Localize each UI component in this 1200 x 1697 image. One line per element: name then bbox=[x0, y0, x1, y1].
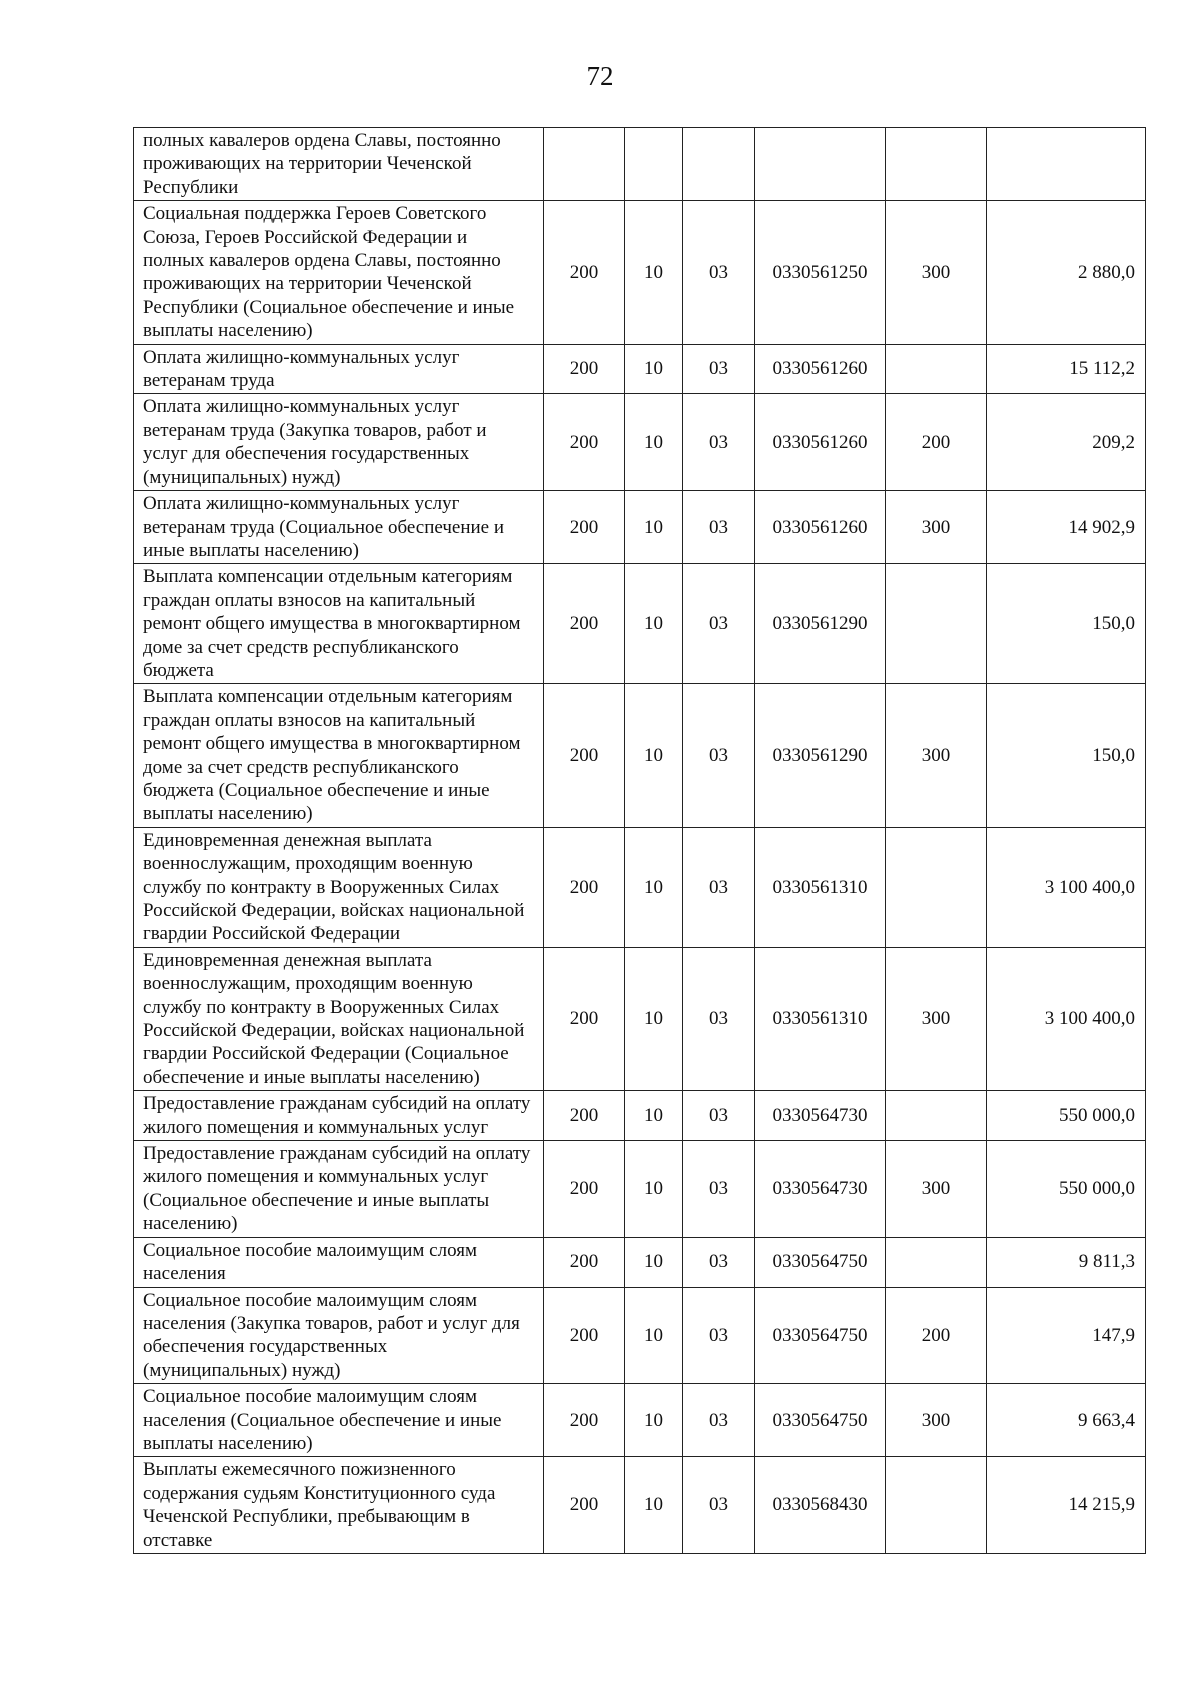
cell-section: 10 bbox=[625, 1384, 683, 1457]
cell-description: Единовременная денежная выплата военнослужащим, проходящим военную службу по контракту в Вооруженных Силах Российской Федерации, войсках национальной гвардии Российской Федерации bbox=[134, 827, 544, 947]
cell-target-article: 0330564750 bbox=[755, 1384, 886, 1457]
cell-subsection: 03 bbox=[683, 1457, 755, 1554]
table-row bbox=[134, 684, 1146, 827]
cell-section: 10 bbox=[625, 1457, 683, 1554]
cell-description: Выплаты ежемесячного пожизненного содержания судьям Конституционного суда Чеченской Республики, пребывающим в отставке bbox=[134, 1457, 544, 1554]
table-row bbox=[134, 1237, 1146, 1287]
cell-subsection: 03 bbox=[683, 1237, 755, 1287]
cell-ministry-code: 200 bbox=[544, 684, 625, 827]
cell-target-article: 0330561260 bbox=[755, 491, 886, 564]
cell-amount bbox=[987, 128, 1146, 201]
table-row bbox=[134, 1141, 1146, 1238]
cell-expense-type bbox=[886, 128, 987, 201]
cell-expense-type: 300 bbox=[886, 947, 987, 1090]
cell-expense-type bbox=[886, 1091, 987, 1141]
table-row bbox=[134, 394, 1146, 491]
cell-description: Социальная поддержка Героев Советского Союза, Героев Российской Федерации и полных кавалеров ордена Славы, постоянно проживающих на территории Чеченской Республики (Социальное обеспечение и иные выплаты населению) bbox=[134, 201, 544, 344]
cell-subsection: 03 bbox=[683, 1384, 755, 1457]
cell-target-article: 0330561260 bbox=[755, 394, 886, 491]
cell-description: Социальное пособие малоимущим слоям населения (Социальное обеспечение и иные выплаты населению) bbox=[134, 1384, 544, 1457]
cell-ministry-code: 200 bbox=[544, 491, 625, 564]
cell-ministry-code: 200 bbox=[544, 1091, 625, 1141]
cell-target-article: 0330561260 bbox=[755, 344, 886, 394]
table-row bbox=[134, 1287, 1146, 1384]
cell-subsection: 03 bbox=[683, 491, 755, 564]
cell-description: Предоставление гражданам субсидий на оплату жилого помещения и коммунальных услуг (Социальное обеспечение и иные выплаты населению) bbox=[134, 1141, 544, 1238]
cell-target-article: 0330561290 bbox=[755, 684, 886, 827]
budget-table bbox=[133, 127, 1146, 1554]
cell-subsection: 03 bbox=[683, 1287, 755, 1384]
cell-amount: 209,2 bbox=[987, 394, 1146, 491]
cell-ministry-code: 200 bbox=[544, 344, 625, 394]
cell-subsection: 03 bbox=[683, 827, 755, 947]
table-row bbox=[134, 491, 1146, 564]
cell-section: 10 bbox=[625, 827, 683, 947]
cell-section: 10 bbox=[625, 1237, 683, 1287]
cell-amount: 3 100 400,0 bbox=[987, 947, 1146, 1090]
cell-description: Социальное пособие малоимущим слоям населения (Закупка товаров, работ и услуг для обеспечения государственных (муниципальных) нужд) bbox=[134, 1287, 544, 1384]
cell-amount: 550 000,0 bbox=[987, 1141, 1146, 1238]
cell-expense-type bbox=[886, 564, 987, 684]
cell-expense-type: 200 bbox=[886, 1287, 987, 1384]
cell-description: Предоставление гражданам субсидий на оплату жилого помещения и коммунальных услуг bbox=[134, 1091, 544, 1141]
table-row bbox=[134, 827, 1146, 947]
cell-target-article: 0330561250 bbox=[755, 201, 886, 344]
cell-amount: 150,0 bbox=[987, 684, 1146, 827]
cell-expense-type: 300 bbox=[886, 684, 987, 827]
cell-subsection bbox=[683, 128, 755, 201]
cell-ministry-code: 200 bbox=[544, 1237, 625, 1287]
cell-target-article: 0330564750 bbox=[755, 1287, 886, 1384]
cell-section: 10 bbox=[625, 394, 683, 491]
cell-expense-type: 300 bbox=[886, 1384, 987, 1457]
table-row bbox=[134, 1384, 1146, 1457]
cell-target-article: 0330568430 bbox=[755, 1457, 886, 1554]
page-number: 72 bbox=[586, 61, 614, 91]
cell-expense-type bbox=[886, 827, 987, 947]
table-row bbox=[134, 1091, 1146, 1141]
cell-target-article: 0330561310 bbox=[755, 827, 886, 947]
cell-section: 10 bbox=[625, 1091, 683, 1141]
cell-amount: 14 902,9 bbox=[987, 491, 1146, 564]
cell-description: Оплата жилищно-коммунальных услуг ветеранам труда (Закупка товаров, работ и услуг для обеспечения государственных (муниципальных) нужд) bbox=[134, 394, 544, 491]
cell-expense-type: 300 bbox=[886, 1141, 987, 1238]
table-row bbox=[134, 947, 1146, 1090]
cell-section: 10 bbox=[625, 344, 683, 394]
cell-description: Социальное пособие малоимущим слоям населения bbox=[134, 1237, 544, 1287]
cell-section: 10 bbox=[625, 684, 683, 827]
cell-amount: 147,9 bbox=[987, 1287, 1146, 1384]
cell-ministry-code: 200 bbox=[544, 1287, 625, 1384]
cell-subsection: 03 bbox=[683, 1141, 755, 1238]
cell-target-article: 0330564730 bbox=[755, 1091, 886, 1141]
cell-target-article: 0330564730 bbox=[755, 1141, 886, 1238]
cell-ministry-code: 200 bbox=[544, 201, 625, 344]
cell-section bbox=[625, 128, 683, 201]
cell-expense-type bbox=[886, 1237, 987, 1287]
cell-subsection: 03 bbox=[683, 564, 755, 684]
table-row bbox=[134, 201, 1146, 344]
cell-subsection: 03 bbox=[683, 201, 755, 344]
cell-section: 10 bbox=[625, 1287, 683, 1384]
cell-description: Выплата компенсации отдельным категориям граждан оплаты взносов на капитальный ремонт общего имущества в многоквартирном доме за счет средств республиканского бюджета (Социальное обеспечение и иные выплаты населению) bbox=[134, 684, 544, 827]
cell-expense-type: 300 bbox=[886, 491, 987, 564]
cell-amount: 14 215,9 bbox=[987, 1457, 1146, 1554]
cell-section: 10 bbox=[625, 201, 683, 344]
cell-section: 10 bbox=[625, 564, 683, 684]
cell-amount: 2 880,0 bbox=[987, 201, 1146, 344]
cell-amount: 150,0 bbox=[987, 564, 1146, 684]
cell-section: 10 bbox=[625, 947, 683, 1090]
cell-description: Оплата жилищно-коммунальных услуг ветеранам труда bbox=[134, 344, 544, 394]
cell-amount: 9 811,3 bbox=[987, 1237, 1146, 1287]
cell-section: 10 bbox=[625, 491, 683, 564]
cell-expense-type: 300 bbox=[886, 201, 987, 344]
cell-ministry-code: 200 bbox=[544, 1384, 625, 1457]
cell-amount: 9 663,4 bbox=[987, 1384, 1146, 1457]
cell-ministry-code: 200 bbox=[544, 394, 625, 491]
cell-subsection: 03 bbox=[683, 344, 755, 394]
cell-section: 10 bbox=[625, 1141, 683, 1238]
table-row bbox=[134, 1457, 1146, 1554]
cell-description: Единовременная денежная выплата военнослужащим, проходящим военную службу по контракту в Вооруженных Силах Российской Федерации, войсках национальной гвардии Российской Федерации (Социальное обеспечение и иные выплаты населению) bbox=[134, 947, 544, 1090]
cell-target-article: 0330561290 bbox=[755, 564, 886, 684]
cell-subsection: 03 bbox=[683, 394, 755, 491]
cell-target-article bbox=[755, 128, 886, 201]
cell-description: полных кавалеров ордена Славы, постоянно проживающих на территории Чеченской Республики bbox=[134, 128, 544, 201]
cell-description: Оплата жилищно-коммунальных услуг ветеранам труда (Социальное обеспечение и иные выплаты населению) bbox=[134, 491, 544, 564]
cell-target-article: 0330564750 bbox=[755, 1237, 886, 1287]
cell-ministry-code: 200 bbox=[544, 947, 625, 1090]
cell-expense-type bbox=[886, 344, 987, 394]
cell-amount: 3 100 400,0 bbox=[987, 827, 1146, 947]
cell-expense-type: 200 bbox=[886, 394, 987, 491]
cell-subsection: 03 bbox=[683, 1091, 755, 1141]
table-row bbox=[134, 128, 1146, 201]
cell-target-article: 0330561310 bbox=[755, 947, 886, 1090]
cell-amount: 15 112,2 bbox=[987, 344, 1146, 394]
table-row bbox=[134, 564, 1146, 684]
cell-ministry-code: 200 bbox=[544, 1457, 625, 1554]
cell-ministry-code bbox=[544, 128, 625, 201]
cell-ministry-code: 200 bbox=[544, 827, 625, 947]
cell-amount: 550 000,0 bbox=[987, 1091, 1146, 1141]
cell-subsection: 03 bbox=[683, 684, 755, 827]
cell-ministry-code: 200 bbox=[544, 1141, 625, 1238]
table-row bbox=[134, 344, 1146, 394]
cell-ministry-code: 200 bbox=[544, 564, 625, 684]
cell-description: Выплата компенсации отдельным категориям граждан оплаты взносов на капитальный ремонт общего имущества в многоквартирном доме за счет средств республиканского бюджета bbox=[134, 564, 544, 684]
cell-expense-type bbox=[886, 1457, 987, 1554]
cell-subsection: 03 bbox=[683, 947, 755, 1090]
